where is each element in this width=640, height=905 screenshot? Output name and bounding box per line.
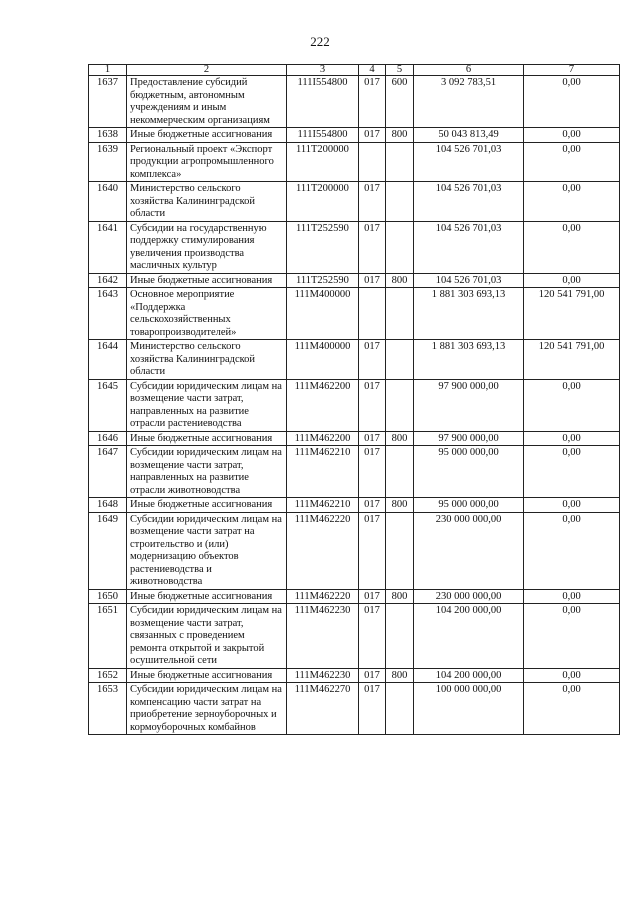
target-code-cell: 111M462210 [287, 446, 359, 498]
row-number-cell: 1647 [89, 446, 127, 498]
page-number: 222 [310, 34, 330, 49]
expense-type-cell: 600 [386, 76, 414, 128]
administrator-code-cell: 017 [359, 604, 386, 669]
administrator-code-cell: 017 [359, 273, 386, 288]
table-row [89, 288, 620, 340]
expense-type-cell [386, 221, 414, 273]
expense-type-cell [386, 182, 414, 222]
target-code-cell: 111T252590 [287, 273, 359, 288]
item-name-cell: Иные бюджетные ассигнования [127, 589, 287, 604]
table-row [89, 446, 620, 498]
row-number-cell: 1652 [89, 668, 127, 683]
amount-secondary-cell: 0,00 [524, 512, 620, 589]
table-row [89, 128, 620, 143]
amount-cell: 95 000 000,00 [414, 446, 524, 498]
row-number-cell: 1643 [89, 288, 127, 340]
target-code-cell: 111M462220 [287, 512, 359, 589]
administrator-code-cell: 017 [359, 76, 386, 128]
amount-cell: 50 043 813,49 [414, 128, 524, 143]
amount-secondary-cell: 0,00 [524, 76, 620, 128]
amount-cell: 1 881 303 693,13 [414, 340, 524, 380]
amount-cell: 230 000 000,00 [414, 589, 524, 604]
expense-type-cell [386, 142, 414, 182]
expense-type-cell [386, 604, 414, 669]
table-row [89, 512, 620, 589]
table-row [89, 431, 620, 446]
row-number-cell: 1653 [89, 683, 127, 735]
amount-cell: 97 900 000,00 [414, 431, 524, 446]
target-code-cell: 111M462200 [287, 431, 359, 446]
administrator-code-cell: 017 [359, 182, 386, 222]
item-name-cell: Субсидии юридическим лицам на возмещение части затрат, направленных на развитие отрасли растениеводства [127, 379, 287, 431]
item-name-cell: Министерство сельского хозяйства Калининградской области [127, 182, 287, 222]
target-code-cell: 111T252590 [287, 221, 359, 273]
target-code-cell: 111M462270 [287, 683, 359, 735]
table-body [89, 76, 620, 735]
amount-cell: 100 000 000,00 [414, 683, 524, 735]
amount-secondary-cell: 0,00 [524, 182, 620, 222]
table-row [89, 604, 620, 669]
amount-secondary-cell: 120 541 791,00 [524, 340, 620, 380]
row-number-cell: 1648 [89, 498, 127, 513]
expense-type-cell [386, 512, 414, 589]
row-number-cell: 1649 [89, 512, 127, 589]
amount-secondary-cell: 0,00 [524, 498, 620, 513]
expense-type-cell [386, 683, 414, 735]
amount-cell: 1 881 303 693,13 [414, 288, 524, 340]
amount-secondary-cell: 0,00 [524, 128, 620, 143]
amount-secondary-cell: 0,00 [524, 273, 620, 288]
item-name-cell: Иные бюджетные ассигнования [127, 128, 287, 143]
administrator-code-cell: 017 [359, 668, 386, 683]
row-number-cell: 1641 [89, 221, 127, 273]
amount-cell: 230 000 000,00 [414, 512, 524, 589]
column-header: 3 [287, 65, 359, 76]
row-number-cell: 1650 [89, 589, 127, 604]
target-code-cell: 111I554800 [287, 76, 359, 128]
item-name-cell: Иные бюджетные ассигнования [127, 431, 287, 446]
expense-type-cell: 800 [386, 589, 414, 604]
target-code-cell: 111M462200 [287, 379, 359, 431]
administrator-code-cell: 017 [359, 128, 386, 143]
item-name-cell: Иные бюджетные ассигнования [127, 498, 287, 513]
item-name-cell: Иные бюджетные ассигнования [127, 273, 287, 288]
amount-secondary-cell: 120 541 791,00 [524, 288, 620, 340]
table-row [89, 76, 620, 128]
administrator-code-cell [359, 288, 386, 340]
administrator-code-cell: 017 [359, 512, 386, 589]
table-row [89, 683, 620, 735]
amount-cell: 104 526 701,03 [414, 273, 524, 288]
expense-type-cell: 800 [386, 498, 414, 513]
administrator-code-cell: 017 [359, 340, 386, 380]
item-name-cell: Основное мероприятие «Поддержка сельскохозяйственных товаропроизводителей» [127, 288, 287, 340]
amount-cell: 104 200 000,00 [414, 668, 524, 683]
amount-secondary-cell: 0,00 [524, 142, 620, 182]
amount-cell: 97 900 000,00 [414, 379, 524, 431]
expense-type-cell [386, 288, 414, 340]
item-name-cell: Предоставление субсидий бюджетным, автономным учреждениям и иным некоммерческим организациям [127, 76, 287, 128]
amount-secondary-cell: 0,00 [524, 431, 620, 446]
expense-type-cell: 800 [386, 431, 414, 446]
item-name-cell: Иные бюджетные ассигнования [127, 668, 287, 683]
target-code-cell: 111M462230 [287, 668, 359, 683]
target-code-cell: 111M400000 [287, 288, 359, 340]
amount-secondary-cell: 0,00 [524, 604, 620, 669]
amount-cell: 104 526 701,03 [414, 221, 524, 273]
column-header: 7 [524, 65, 620, 76]
table-row [89, 182, 620, 222]
item-name-cell: Субсидии на государственную поддержку стимулирования увеличения производства масличных культур [127, 221, 287, 273]
amount-secondary-cell: 0,00 [524, 683, 620, 735]
table-row [89, 340, 620, 380]
target-code-cell: 111M400000 [287, 340, 359, 380]
amount-cell: 104 200 000,00 [414, 604, 524, 669]
row-number-cell: 1645 [89, 379, 127, 431]
expense-type-cell [386, 379, 414, 431]
column-number-row [89, 65, 620, 76]
amount-secondary-cell: 0,00 [524, 221, 620, 273]
table-row [89, 221, 620, 273]
row-number-cell: 1640 [89, 182, 127, 222]
table-row [89, 379, 620, 431]
amount-secondary-cell: 0,00 [524, 446, 620, 498]
column-header: 2 [127, 65, 287, 76]
amount-cell: 104 526 701,03 [414, 142, 524, 182]
row-number-cell: 1637 [89, 76, 127, 128]
target-code-cell: 111M462230 [287, 604, 359, 669]
column-header: 6 [414, 65, 524, 76]
amount-secondary-cell: 0,00 [524, 589, 620, 604]
row-number-cell: 1644 [89, 340, 127, 380]
item-name-cell: Субсидии юридическим лицам на компенсацию части затрат на приобретение зерноуборочных и кормоуборочных комбайнов [127, 683, 287, 735]
administrator-code-cell: 017 [359, 683, 386, 735]
column-header: 5 [386, 65, 414, 76]
administrator-code-cell: 017 [359, 379, 386, 431]
target-code-cell: 111T200000 [287, 182, 359, 222]
expense-type-cell: 800 [386, 273, 414, 288]
table-row [89, 498, 620, 513]
row-number-cell: 1642 [89, 273, 127, 288]
row-number-cell: 1646 [89, 431, 127, 446]
amount-cell: 3 092 783,51 [414, 76, 524, 128]
item-name-cell: Субсидии юридическим лицам на возмещение части затрат, связанных с проведением ремонта открытой и закрытой осушительной сети [127, 604, 287, 669]
item-name-cell: Министерство сельского хозяйства Калининградской области [127, 340, 287, 380]
column-header: 4 [359, 65, 386, 76]
target-code-cell: 111T200000 [287, 142, 359, 182]
administrator-code-cell: 017 [359, 221, 386, 273]
amount-secondary-cell: 0,00 [524, 668, 620, 683]
administrator-code-cell: 017 [359, 431, 386, 446]
item-name-cell: Субсидии юридическим лицам на возмещение части затрат на строительство и (или) модернизацию объектов растениеводства и животноводства [127, 512, 287, 589]
table-row [89, 668, 620, 683]
column-header: 1 [89, 65, 127, 76]
amount-secondary-cell: 0,00 [524, 379, 620, 431]
expense-type-cell: 800 [386, 128, 414, 143]
administrator-code-cell: 017 [359, 446, 386, 498]
row-number-cell: 1639 [89, 142, 127, 182]
table-row [89, 589, 620, 604]
row-number-cell: 1638 [89, 128, 127, 143]
item-name-cell: Субсидии юридическим лицам на возмещение части затрат, направленных на развитие отрасли животноводства [127, 446, 287, 498]
item-name-cell: Региональный проект «Экспорт продукции агропромышленного комплекса» [127, 142, 287, 182]
amount-cell: 95 000 000,00 [414, 498, 524, 513]
administrator-code-cell: 017 [359, 589, 386, 604]
expense-type-cell [386, 446, 414, 498]
expense-type-cell: 800 [386, 668, 414, 683]
administrator-code-cell: 017 [359, 498, 386, 513]
target-code-cell: 111I554800 [287, 128, 359, 143]
amount-cell: 104 526 701,03 [414, 182, 524, 222]
administrator-code-cell [359, 142, 386, 182]
row-number-cell: 1651 [89, 604, 127, 669]
target-code-cell: 111M462220 [287, 589, 359, 604]
target-code-cell: 111M462210 [287, 498, 359, 513]
expense-type-cell [386, 340, 414, 380]
table-row [89, 273, 620, 288]
table-row [89, 142, 620, 182]
budget-table [88, 64, 620, 735]
